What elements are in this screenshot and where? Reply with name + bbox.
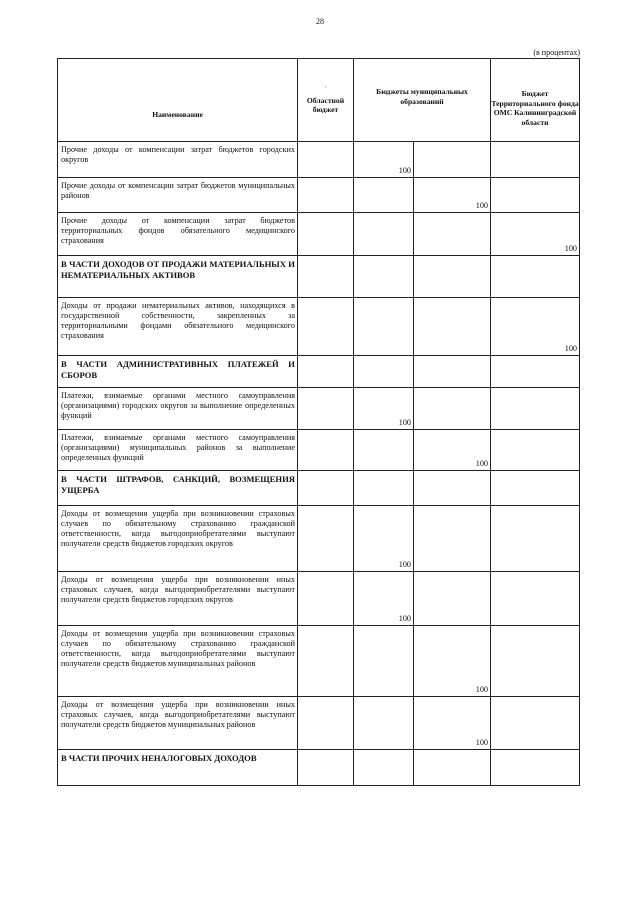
regional-value (298, 256, 354, 298)
regional-value (298, 213, 354, 256)
section-title: В ЧАСТИ АДМИНИСТРАТИВНЫХ ПЛАТЕЖЕЙ И СБОРОВ (58, 356, 298, 388)
regional-value (298, 388, 354, 430)
revenue-name: Платежи, взимаемые органами местного самоуправления (организациями) муниципальных районов за выполнение определенных функций (58, 430, 298, 471)
oms-value (491, 388, 580, 430)
municipal-value-a (354, 430, 414, 471)
revenue-name: Доходы от продажи нематериальных активов, находящихся в государственной собственности, закрепленных за территориальными фондами обязательного медицинского страхования (58, 298, 298, 356)
regional-value (298, 471, 354, 506)
municipal-value-b (414, 356, 491, 388)
header-oms-fund-budget: Бюджет Территориального фонда ОМС Калининградской области (491, 59, 580, 142)
municipal-value-b (414, 298, 491, 356)
municipal-value-b (414, 142, 491, 178)
oms-value (491, 506, 580, 572)
municipal-value-b (414, 256, 491, 298)
municipal-value-b (414, 750, 491, 786)
page-number: 28 (316, 17, 324, 26)
header-municipal-budgets: Бюджеты муниципальных образований (354, 59, 491, 142)
revenue-name: Доходы от возмещения ущерба при возникновении страховых случаев по обязательному страхованию гражданской ответственности, когда выгодоприобретателями выступают получатели средств бюджетов муниципальных районов (58, 626, 298, 697)
municipal-value-b: 100 (414, 697, 491, 750)
revenue-name: Доходы от возмещения ущерба при возникновении страховых случаев по обязательному страхованию гражданской ответственности, когда выгодоприобретателями выступают получатели средств бюджетов городских округов (58, 506, 298, 572)
revenue-name: Доходы от возмещения ущерба при возникновении иных страховых случаев, когда выгодоприобретателями выступают получатели средств бюджетов городских округов (58, 572, 298, 626)
oms-value (491, 142, 580, 178)
municipal-value-a (354, 356, 414, 388)
table-row (58, 506, 580, 572)
table-row (58, 213, 580, 256)
municipal-value-b (414, 506, 491, 572)
municipal-value-b (414, 213, 491, 256)
regional-value (298, 178, 354, 213)
revenue-name: Платежи, взимаемые органами местного самоуправления (организациями) городских округов за выполнение определенных функций (58, 388, 298, 430)
municipal-value-a: 100 (354, 388, 414, 430)
municipal-value-a: 100 (354, 142, 414, 178)
budget-distribution-table (57, 58, 580, 786)
municipal-value-b: 100 (414, 626, 491, 697)
municipal-value-a (354, 626, 414, 697)
header-regional-budget: ´ Областной бюджет (298, 59, 354, 142)
oms-value (491, 626, 580, 697)
municipal-value-a (354, 298, 414, 356)
oms-value: 100 (491, 213, 580, 256)
section-header-row (58, 356, 580, 388)
regional-value (298, 750, 354, 786)
table-row (58, 178, 580, 213)
section-header-row (58, 256, 580, 298)
municipal-value-b: 100 (414, 430, 491, 471)
regional-value (298, 142, 354, 178)
municipal-value-a (354, 471, 414, 506)
municipal-value-a: 100 (354, 506, 414, 572)
table-row (58, 626, 580, 697)
revenue-name: Доходы от возмещения ущерба при возникновении иных страховых случаев, когда выгодоприобретателями выступают получатели средств бюджетов муниципальных районов (58, 697, 298, 750)
municipal-value-b (414, 388, 491, 430)
municipal-value-a (354, 178, 414, 213)
section-title: В ЧАСТИ ПРОЧИХ НЕНАЛОГОВЫХ ДОХОДОВ (58, 750, 298, 786)
municipal-value-a (354, 256, 414, 298)
oms-value (491, 750, 580, 786)
section-header-row (58, 750, 580, 786)
regional-value (298, 430, 354, 471)
oms-value (491, 697, 580, 750)
oms-value (491, 356, 580, 388)
municipal-value-a (354, 213, 414, 256)
regional-value (298, 572, 354, 626)
municipal-value-a: 100 (354, 572, 414, 626)
table-row (58, 572, 580, 626)
oms-value (491, 178, 580, 213)
table-row (58, 388, 580, 430)
regional-value (298, 626, 354, 697)
table-row (58, 430, 580, 471)
oms-value (491, 471, 580, 506)
oms-value: 100 (491, 298, 580, 356)
units-note: (в процентах) (533, 48, 580, 57)
municipal-value-b (414, 572, 491, 626)
oms-value (491, 572, 580, 626)
revenue-name: Прочие доходы от компенсации затрат бюджетов территориальных фондов обязательного медицинского страхования (58, 213, 298, 256)
regional-value (298, 506, 354, 572)
oms-value (491, 430, 580, 471)
table-row (58, 298, 580, 356)
oms-value (491, 256, 580, 298)
regional-value (298, 298, 354, 356)
section-title: В ЧАСТИ ДОХОДОВ ОТ ПРОДАЖИ МАТЕРИАЛЬНЫХ И НЕМАТЕРИАЛЬНЫХ АКТИВОВ (58, 256, 298, 298)
revenue-name: Прочие доходы от компенсации затрат бюджетов муниципальных районов (58, 178, 298, 213)
section-header-row (58, 471, 580, 506)
table-row (58, 142, 580, 178)
municipal-value-a (354, 750, 414, 786)
municipal-value-b (414, 471, 491, 506)
regional-value (298, 356, 354, 388)
revenue-name: Прочие доходы от компенсации затрат бюджетов городских округов (58, 142, 298, 178)
municipal-value-b: 100 (414, 178, 491, 213)
table-row (58, 697, 580, 750)
section-title: В ЧАСТИ ШТРАФОВ, САНКЦИЙ, ВОЗМЕЩЕНИЯ УЩЕРБА (58, 471, 298, 506)
municipal-value-a (354, 697, 414, 750)
header-name: Наименование (58, 59, 298, 142)
regional-value (298, 697, 354, 750)
